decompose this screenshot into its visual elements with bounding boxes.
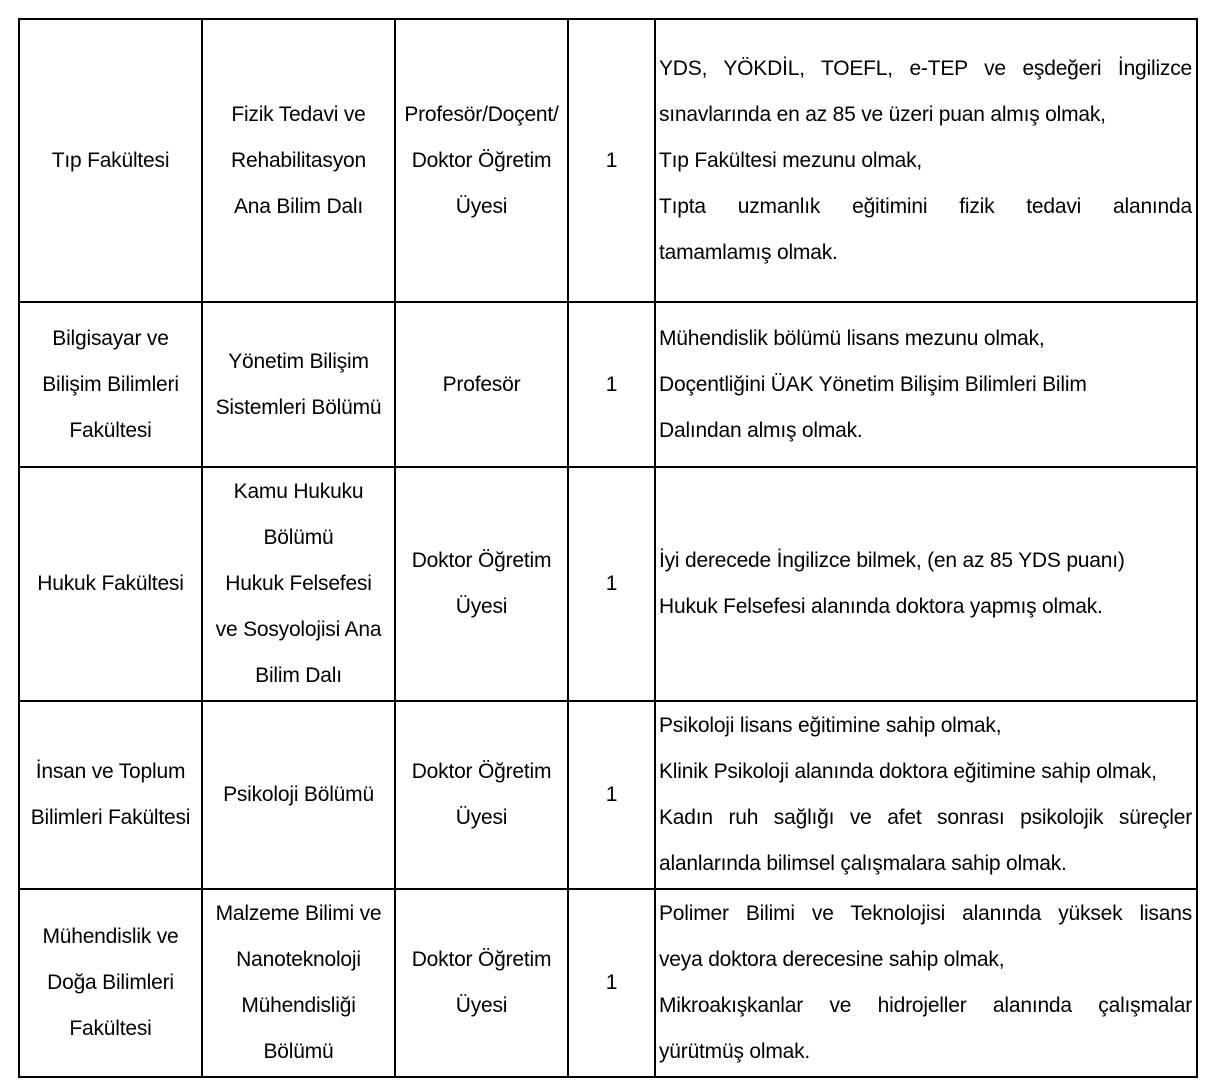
faculty-line: Fakültesi bbox=[69, 1017, 152, 1040]
requirement-line: Klinik Psikoloji alanında doktora eğitimine sahip olmak, bbox=[659, 760, 1157, 783]
requirement-line: Tıp Fakültesi mezunu olmak, bbox=[659, 148, 923, 172]
academic-positions-table bbox=[18, 18, 1198, 1078]
title-line: Üyesi bbox=[455, 595, 508, 618]
title-line: Üyesi bbox=[455, 806, 508, 829]
requirements-cell bbox=[655, 302, 1197, 467]
requirement-line: sınavlarında en az 85 ve üzeri puan almış olmak, bbox=[659, 102, 1106, 126]
title-cell bbox=[395, 467, 568, 701]
count-cell bbox=[568, 302, 655, 467]
requirement-line: Hukuk Felsefesi alanında doktora yapmış olmak. bbox=[659, 595, 1103, 618]
table-row bbox=[19, 467, 1197, 701]
department-line: Hukuk Felsefesi bbox=[225, 572, 372, 595]
requirement-line: YDS, YÖKDİL, TOEFL, e-TEP ve eşdeğeri İngilizce bbox=[659, 56, 1192, 80]
requirement-line: Dalından almış olmak. bbox=[659, 418, 863, 442]
count-value: 1 bbox=[605, 971, 618, 994]
department-line: Sistemleri Bölümü bbox=[215, 395, 382, 419]
department-line: Bölümü bbox=[263, 1040, 334, 1063]
faculty-line: İnsan ve Toplum bbox=[35, 760, 186, 783]
requirement-line: Doçentliğini ÜAK Yönetim Bilişim Bilimleri Bilim bbox=[659, 372, 1087, 396]
title-line: Doktor Öğretim bbox=[411, 948, 552, 971]
title-line: Üyesi bbox=[455, 194, 508, 218]
department-line: Kamu Hukuku bbox=[233, 480, 364, 503]
count-value: 1 bbox=[605, 372, 618, 396]
count-cell bbox=[568, 19, 655, 302]
count-cell bbox=[568, 889, 655, 1077]
requirement-line: Mikroakışkanlar ve hidrojeller alanında çalışmalar bbox=[659, 994, 1192, 1017]
faculty-line: Bilgisayar ve bbox=[52, 326, 169, 350]
requirements-cell bbox=[655, 701, 1197, 889]
title-line: Doktor Öğretim bbox=[411, 148, 552, 172]
department-line: Bölümü bbox=[263, 526, 334, 549]
faculty-cell bbox=[19, 19, 202, 302]
requirements-cell bbox=[655, 889, 1197, 1077]
department-line: Malzeme Bilimi ve bbox=[215, 902, 382, 925]
title-cell bbox=[395, 889, 568, 1077]
department-line: Psikoloji Bölümü bbox=[223, 783, 374, 806]
requirement-line: Tıpta uzmanlık eğitimini fizik tedavi alanında bbox=[659, 194, 1192, 218]
department-cell bbox=[202, 701, 395, 889]
title-line: Profesör bbox=[442, 372, 521, 396]
department-cell bbox=[202, 467, 395, 701]
department-line: Bilim Dalı bbox=[255, 664, 342, 687]
count-cell bbox=[568, 467, 655, 701]
department-cell bbox=[202, 889, 395, 1077]
faculty-line: Tıp Fakültesi bbox=[51, 148, 170, 172]
title-line: Profesör/Doçent/ bbox=[404, 102, 559, 126]
title-cell bbox=[395, 19, 568, 302]
requirement-line: alanlarında bilimsel çalışmalara sahip olmak. bbox=[659, 852, 1067, 875]
count-value: 1 bbox=[605, 572, 618, 595]
faculty-cell bbox=[19, 889, 202, 1077]
department-line: Fizik Tedavi ve bbox=[231, 102, 366, 126]
requirement-line: tamamlamış olmak. bbox=[659, 240, 838, 264]
requirement-line: Mühendislik bölümü lisans mezunu olmak, bbox=[659, 326, 1045, 350]
table-row bbox=[19, 302, 1197, 467]
faculty-line: Bilimleri Fakültesi bbox=[30, 806, 191, 829]
title-line: Üyesi bbox=[455, 994, 508, 1017]
title-line: Doktor Öğretim bbox=[411, 549, 552, 572]
department-line: Yönetim Bilişim bbox=[228, 349, 369, 373]
count-value: 1 bbox=[605, 148, 618, 172]
faculty-line: Mühendislik ve bbox=[42, 925, 179, 948]
title-line: Doktor Öğretim bbox=[411, 760, 552, 783]
title-cell bbox=[395, 302, 568, 467]
department-line: Mühendisliği bbox=[241, 994, 356, 1017]
department-cell bbox=[202, 302, 395, 467]
requirements-cell bbox=[655, 19, 1197, 302]
requirement-line: yürütmüş olmak. bbox=[659, 1040, 811, 1063]
count-cell bbox=[568, 701, 655, 889]
table-row bbox=[19, 19, 1197, 302]
requirements-cell bbox=[655, 467, 1197, 701]
department-line: Rehabilitasyon bbox=[231, 148, 366, 172]
requirement-line: İyi derecede İngilizce bilmek, (en az 85 YDS puanı) bbox=[659, 549, 1125, 572]
requirement-line: Polimer Bilimi ve Teknolojisi alanında yüksek lisans bbox=[659, 902, 1192, 925]
requirement-line: Kadın ruh sağlığı ve afet sonrası psikolojik süreçler bbox=[659, 806, 1192, 829]
table-row bbox=[19, 889, 1197, 1077]
department-cell bbox=[202, 19, 395, 302]
department-line: ve Sosyolojisi Ana bbox=[215, 618, 382, 641]
faculty-line: Fakültesi bbox=[69, 418, 152, 442]
department-line: Nanoteknoloji bbox=[236, 948, 361, 971]
faculty-line: Hukuk Fakültesi bbox=[37, 572, 184, 595]
requirement-line: Psikoloji lisans eğitimine sahip olmak, bbox=[659, 714, 1002, 737]
table-row bbox=[19, 701, 1197, 889]
count-value: 1 bbox=[605, 783, 618, 806]
requirement-line: veya doktora derecesine sahip olmak, bbox=[659, 948, 1005, 971]
faculty-line: Bilişim Bilimleri bbox=[42, 372, 179, 396]
department-line: Ana Bilim Dalı bbox=[233, 194, 364, 218]
faculty-cell bbox=[19, 467, 202, 701]
title-cell bbox=[395, 701, 568, 889]
faculty-cell bbox=[19, 701, 202, 889]
faculty-cell bbox=[19, 302, 202, 467]
faculty-line: Doğa Bilimleri bbox=[47, 971, 174, 994]
